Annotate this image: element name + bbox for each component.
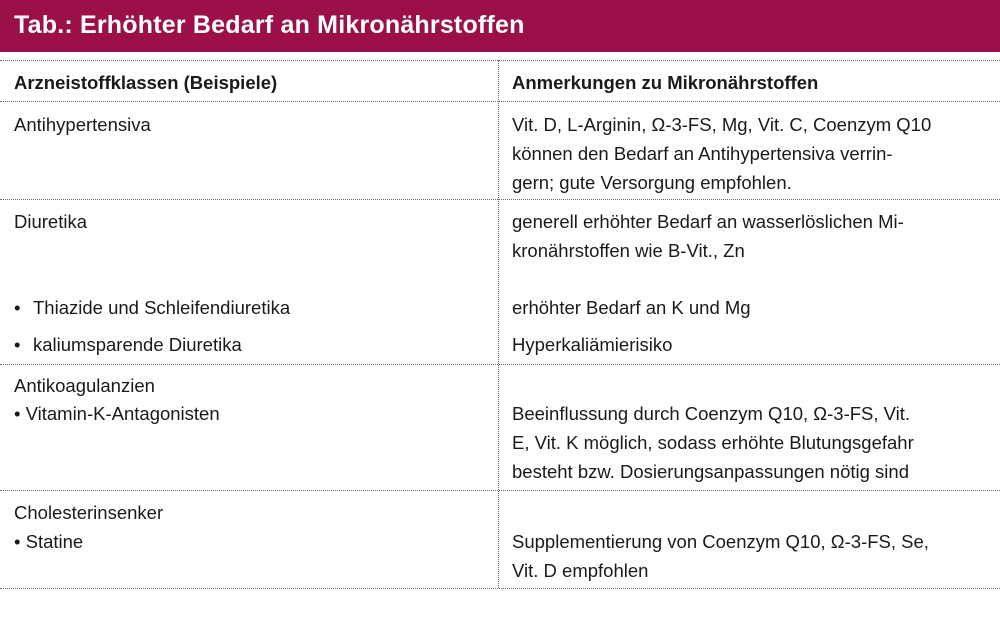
row-cholesterinsenker-class: Cholesterinsenker (14, 502, 164, 523)
row-divider (0, 364, 1000, 365)
row-diuretika-note-line: generell erhöhter Bedarf an wasserlöslichen Mi- (512, 211, 904, 232)
row-cholesterinsenker-note-line: Vit. D empfohlen (512, 560, 649, 581)
row-antikoagulanzien-class: Antikoagulanzien (14, 375, 155, 396)
list-item (14, 330, 242, 359)
row-divider (0, 588, 1000, 589)
row-antikoagulanzien-note-line: Beeinflussung durch Coenzym Q10, Ω-3-FS, Vit. (512, 403, 911, 424)
row-antikoagulanzien-subclass: • Vitamin-K-Antagonisten (14, 403, 220, 424)
sub-class-label: Thiazide und Schleifendiuretika (33, 297, 291, 318)
table-title-bar (0, 0, 1000, 52)
sub-class-note: erhöhter Bedarf an K und Mg (512, 297, 751, 318)
row-diuretika-class: Diuretika (14, 211, 87, 232)
header-right: Anmerkungen zu Mikronährstoffen (512, 72, 819, 93)
row-antikoagulanzien-note-line: E, Vit. K möglich, sodass erhöhte Blutungsgefahr (512, 432, 914, 453)
row-divider (0, 101, 1000, 102)
bullet-icon: • (14, 297, 21, 318)
row-divider (0, 490, 1000, 491)
row-diuretika-note-line: kronährstoffen wie B-Vit., Zn (512, 240, 745, 261)
row-divider (0, 60, 1000, 61)
row-cholesterinsenker-note-line: Supplementierung von Coenzym Q10, Ω-3-FS, Se, (512, 531, 929, 552)
table-title: Tab.: Erhöhter Bedarf an Mikronährstoffen (14, 11, 525, 39)
column-divider (498, 60, 499, 588)
row-antihypertensiva-note-line: Vit. D, L-Arginin, Ω-3-FS, Mg, Vit. C, Coenzym Q10 (512, 114, 932, 135)
sub-class-note: Hyperkaliämierisiko (512, 334, 673, 355)
row-cholesterinsenker-subclass: • Statine (14, 531, 84, 552)
bullet-icon: • (14, 334, 21, 355)
sub-class-label: kaliumsparende Diuretika (33, 334, 242, 355)
list-item (14, 293, 290, 322)
row-divider (0, 199, 1000, 200)
header-left: Arzneistoffklassen (Beispiele) (14, 72, 278, 93)
row-antihypertensiva-note-line: können den Bedarf an Antihypertensiva verrin- (512, 143, 893, 164)
row-antihypertensiva-note-line: gern; gute Versorgung empfohlen. (512, 172, 792, 193)
row-antihypertensiva-class: Antihypertensiva (14, 114, 151, 135)
row-antikoagulanzien-note-line: besteht bzw. Dosierungsanpassungen nötig sind (512, 461, 909, 482)
